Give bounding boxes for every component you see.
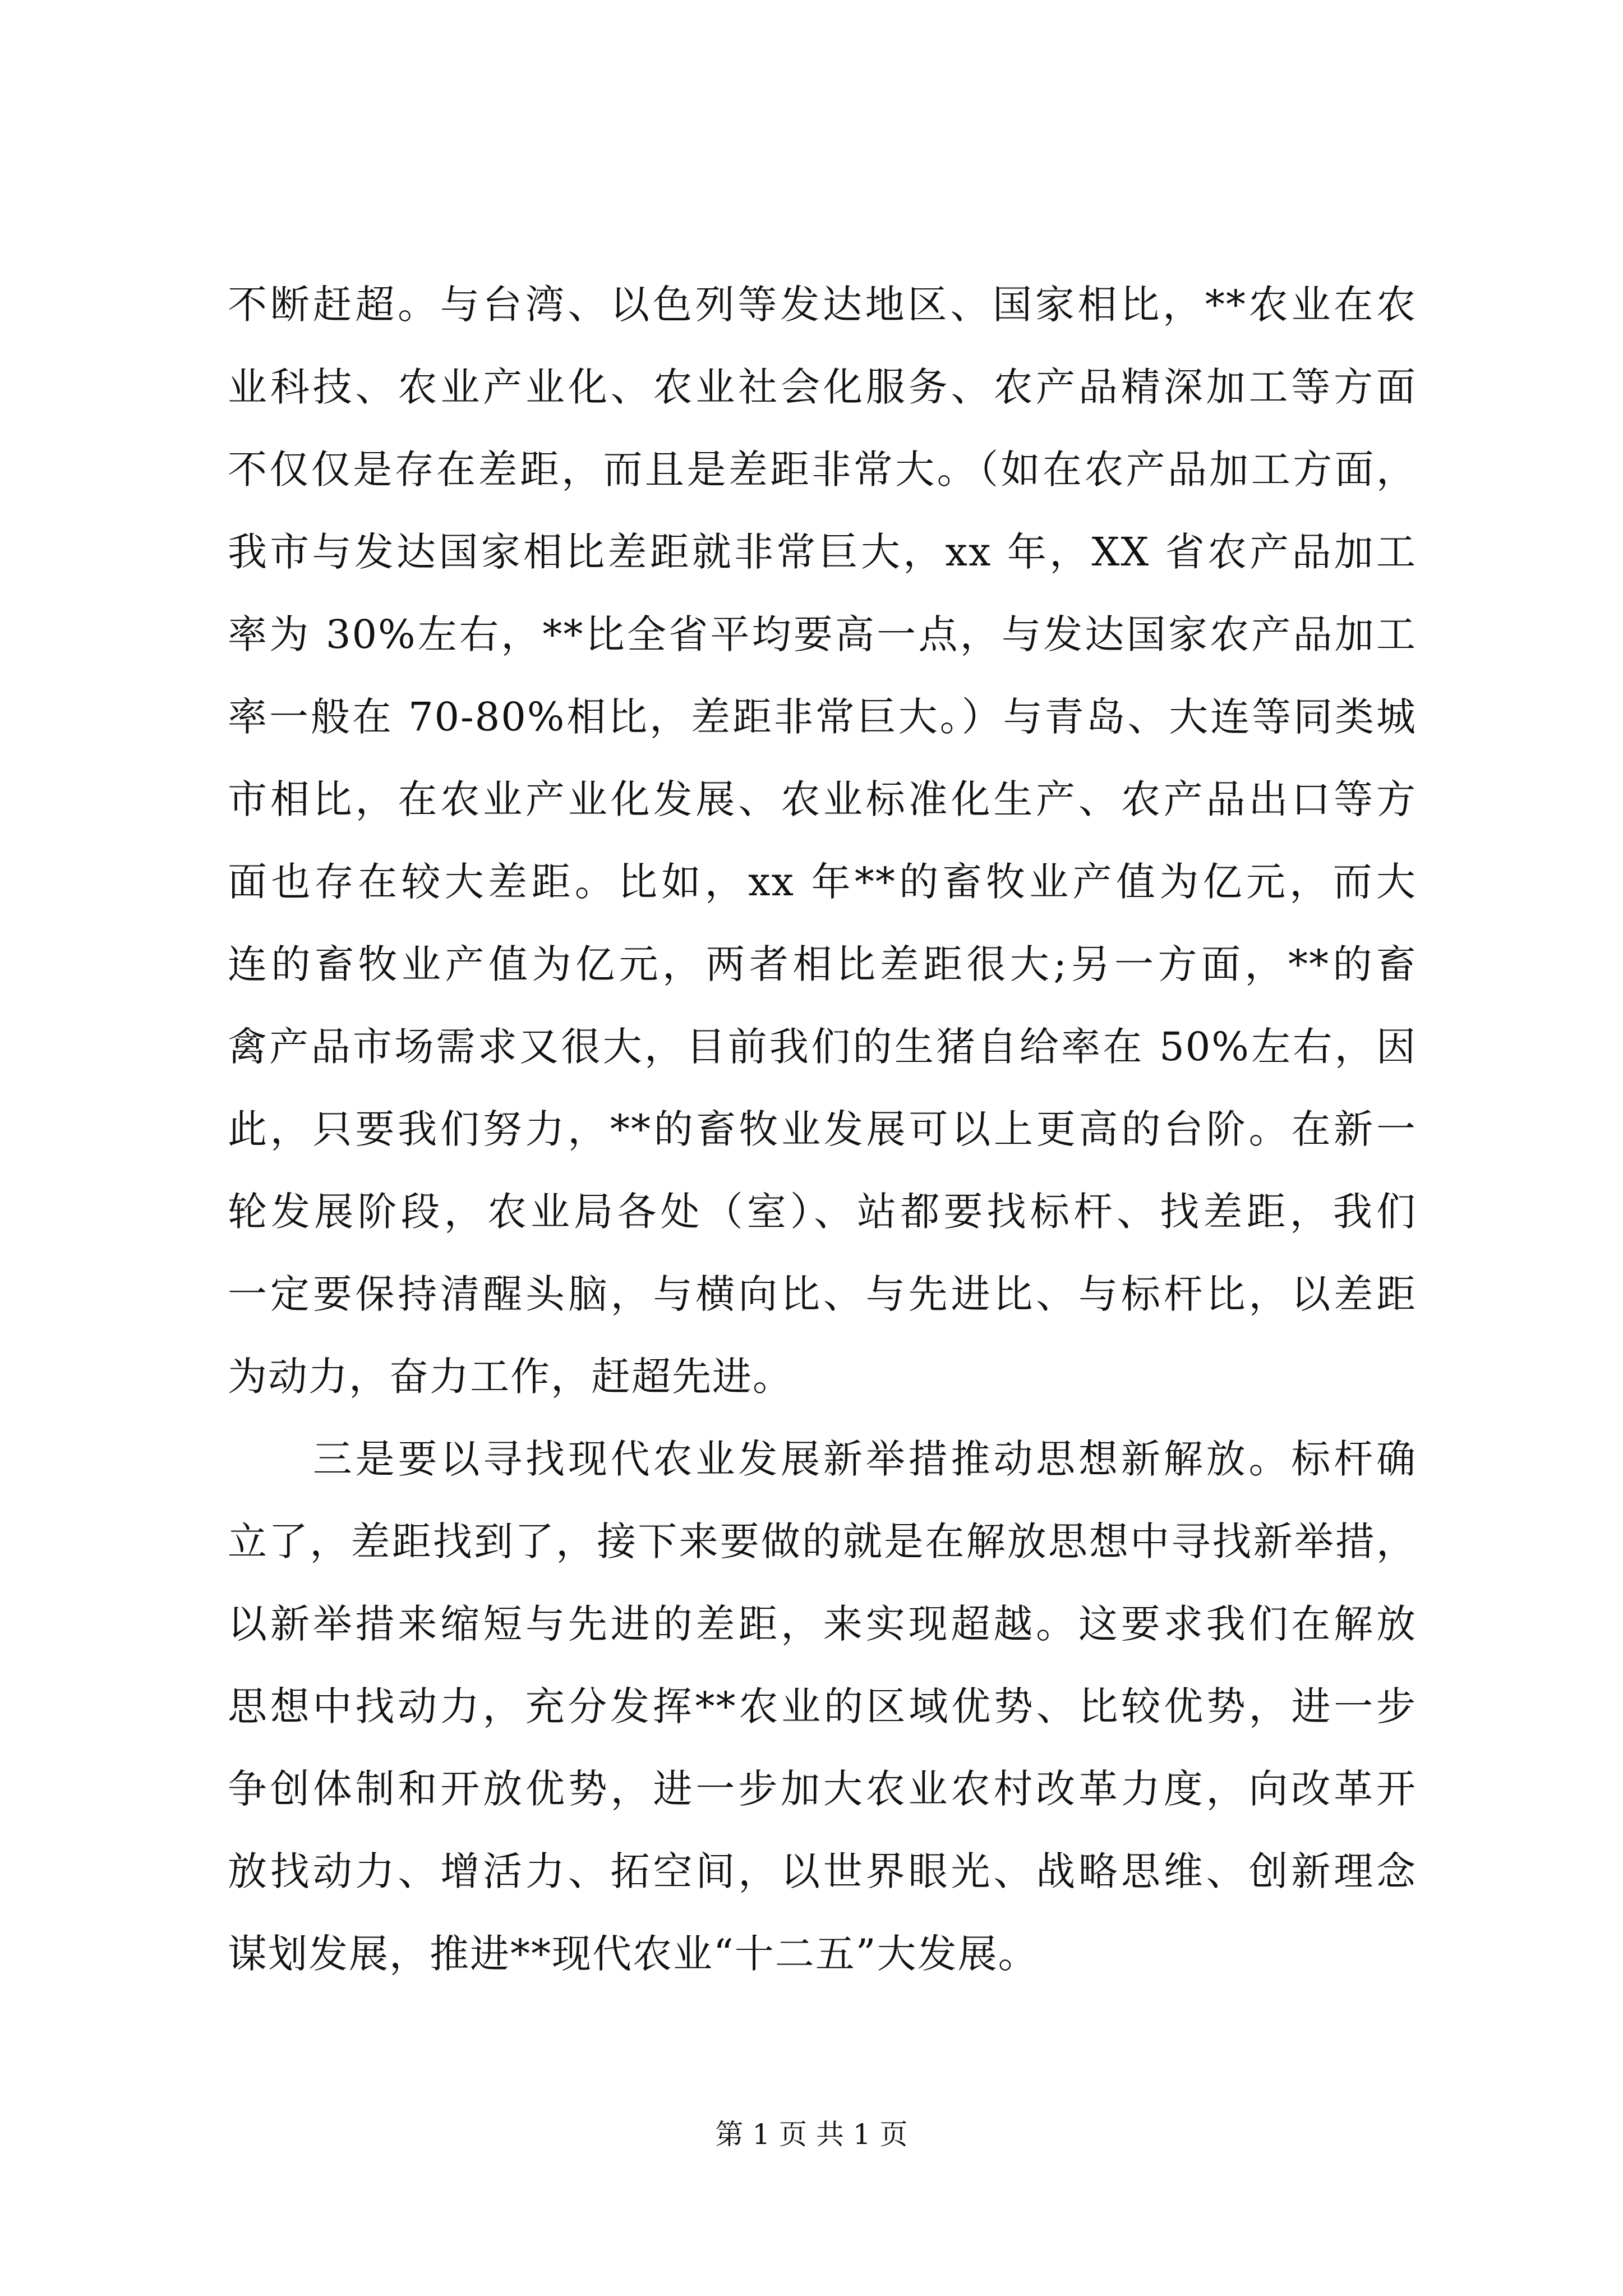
text-line: 市相比，在农业产业化发展、农业标准化生产、农产品出口等方 [228,776,1417,822]
text-line: 三是要以寻找现代农业发展新举措推动思想新解放。标杆确 [228,1436,1417,1482]
text-line: 放找动力、增活力、拓空间，以世界眼光、战略思维、创新理念 [228,1848,1417,1894]
text-line: 率一般在 70-80%相比，差距非常巨大。）与青岛、大连等同类城 [228,694,1417,740]
text-line: 业科技、农业产业化、农业社会化服务、农产品精深加工等方面 [228,364,1417,410]
text-line: 面也存在较大差距。比如，xx 年**的畜牧业产值为亿元，而大 [228,859,1417,905]
document-body [228,264,1417,1995]
text-line: 轮发展阶段，农业局各处（室）、站都要找标杆、找差距，我们 [228,1189,1417,1235]
text-line: 此，只要我们努力，**的畜牧业发展可以上更高的台阶。在新一 [228,1106,1417,1152]
text-line: 我市与发达国家相比差距就非常巨大，xx 年，XX 省农产品加工 [228,529,1417,575]
text-line: 争创体制和开放优势，进一步加大农业农村改革力度，向改革开 [228,1766,1417,1812]
text-line: 思想中找动力，充分发挥**农业的区域优势、比较优势，进一步 [228,1683,1417,1729]
text-line: 谋划发展，推进**现代农业“十二五”大发展。 [228,1931,1039,1977]
text-line: 连的畜牧业产值为亿元，两者相比差距很大;另一方面，**的畜 [228,941,1417,987]
text-line: 一定要保持清醒头脑，与横向比、与先进比、与标杆比，以差距 [228,1271,1417,1317]
text-line: 禽产品市场需求又很大，目前我们的生猪自给率在 50%左右，因 [228,1024,1417,1070]
text-line: 立了，差距找到了，接下来要做的就是在解放思想中寻找新举措， [228,1519,1417,1565]
text-line: 不仅仅是存在差距，而且是差距非常大。（如在农产品加工方面， [228,447,1417,493]
text-line: 率为 30%左右，**比全省平均要高一点，与发达国家农产品加工 [228,611,1417,657]
text-line: 为动力，奋力工作，赶超先进。 [228,1354,793,1400]
text-line: 以新举措来缩短与先进的差距，来实现超越。这要求我们在解放 [228,1601,1417,1647]
page-number-footer: 第 1 页 共 1 页 [715,2118,908,2151]
text-line: 不断赶超。与台湾、以色列等发达地区、国家相比，**农业在农 [228,282,1417,328]
